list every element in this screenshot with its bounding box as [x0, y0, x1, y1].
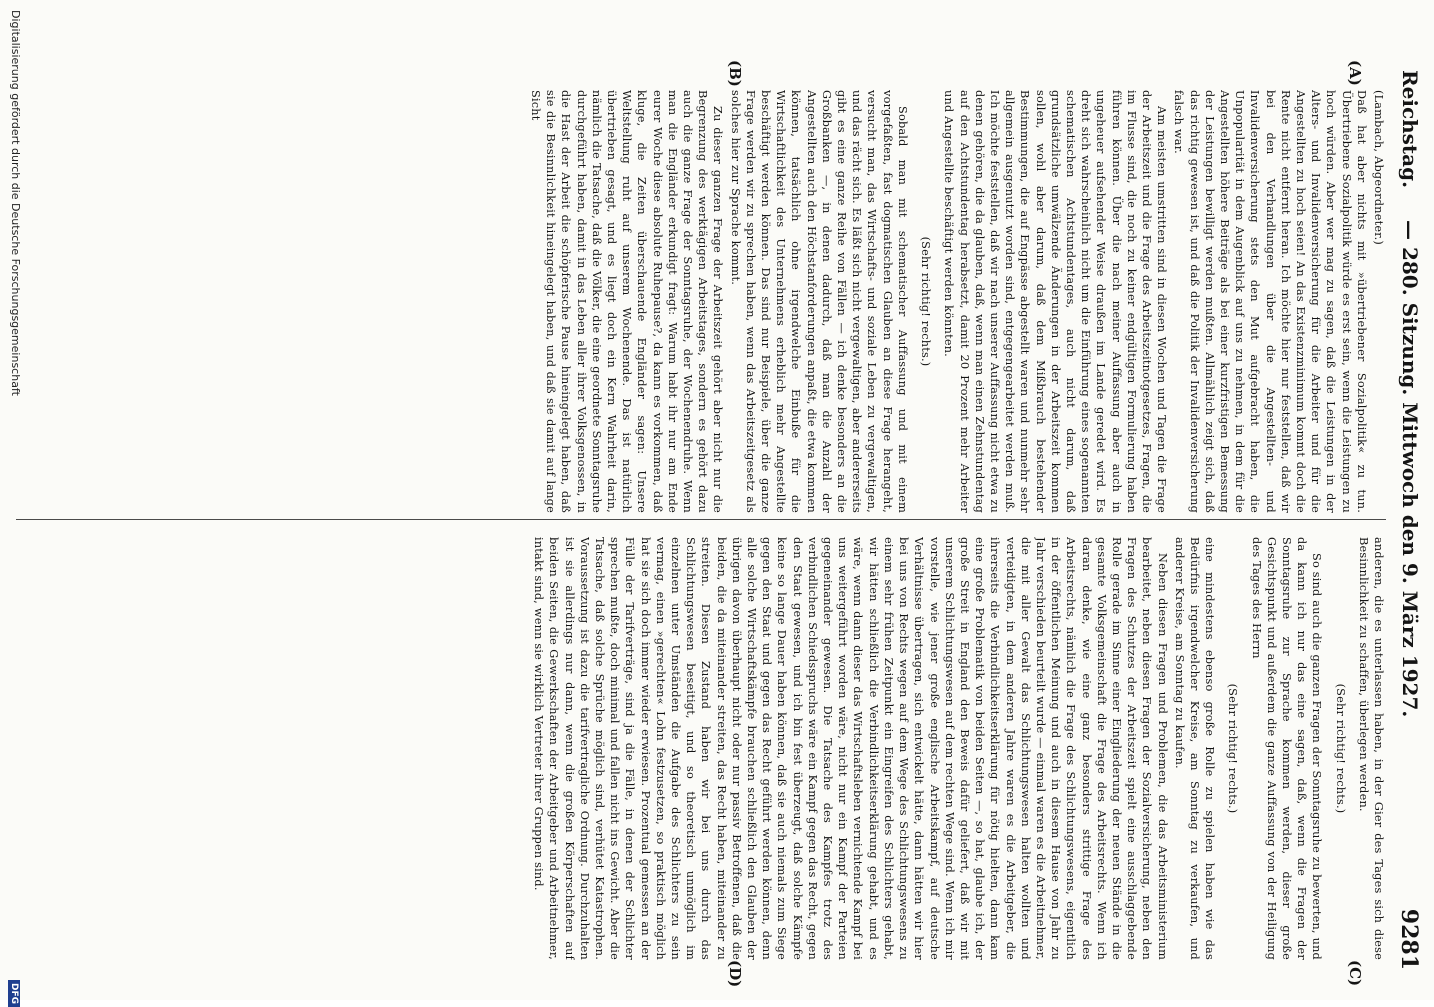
left-paragraph: Am meisten umstritten sind in diesen Wochen und Tagen die Frage der Arbeitszeit und die Frage des Arbeitszeitnotgesetzes, Fragen, die im Flusse sind, die noch zu keiner endgültigen Formulierung haben führen können. Über die nach meiner Auffassung aber auch in ungeheuer aufsehender Weise draußen im Lande geredet wird. Es dreht sich wahrscheinlich nicht um die Einführung eines sogenannten schematischen Achtstundentages, auch nicht darum, daß grundsätzliche umwälzende Änderungen in der Arbeitszeit kommen sollen, wohl aber darum, daß dem Mißbrauch bestehender Bestimmungen, die auf Engpässe abgestellt waren und nunmehr sehr allgemein ausgenutzt worden sind, entgegengearbeitet werden muß. Ich möchte feststellen, daß wir nach unserer Auffassung nicht etwa zu denen gehören, die da glauben, daß, wenn man einen Zehnstundentag auf den Achtstundentag herabsetzt, damit 20 Prozent mehr Arbeiter und Angestellte beschäftigt werden könnten. — [942, 90, 1169, 513]
page-header — [1384, 70, 1426, 970]
marker-a: (A) — [1346, 60, 1364, 86]
header-session: — 280. Sitzung. Mittwoch den 9. März 1927. — [1398, 220, 1422, 718]
right-paragraph: eine mindestens ebenso große Rolle zu spielen haben wie das Bedürfnis irgendwelcher Kreise, am Sonntag zu verkaufen, und anderer Kreise, am Sonntag zu kaufen. — [1172, 537, 1217, 960]
dfg-logo: DFG — [8, 980, 20, 1007]
right-paragraph: anderen, die es unterlassen haben, in der Gier des Tages sich diese Besinnlichkeit zu schaffen, überlegen werden. — [1356, 537, 1385, 960]
marker-c: (C) — [1346, 960, 1364, 987]
left-paragraph: Daß hat aber nichts mit »übertriebener Sozialpolitik« zu tun. Übertriebene Sozialpolitik würde es erst sein, wenn die Leistungen zu hoch würden. Aber wer mag zu sagen, daß die Leistungen in der Alters- und Invalidenversicherung für die Arbeiter und für die Angestellten zu hoch seien! An das Existenzminimum kommt doch die Rente nicht entfernt heran. Ich möchte hier nur feststellen, daß wir bei den Verhandlungen über die Angestellten- und Invalidenversicherung stets den Mut aufgebracht haben, die Unpopularität in dem Augenblick auf uns zu nehmen, in dem für die Angestellten höhere Beiträge als bei einer kurzfristigen Bemessung der Leistungen bewilligt werden mußten. Allmählich zeigt sich, daß das richtig gewesen ist, und daß die Politik der Invalidenversicherung falsch war. — [1172, 90, 1368, 513]
speaker-label: (Lambach, Abgeordneter.) — [1372, 90, 1385, 245]
left-paragraph: Zu dieser ganzen Frage der Arbeitszeit gehört aber nicht nur die Begrenzung des werktägigen Arbeitstages, sondern es gehört dazu auch die ganze Frage der Sonntagsruhe, der Wochenendruhe. Wenn man die Engländer erkundigt fragt: Warum habt ihr nur am Ende eurer Woche diese absolute Ruhepause?, da kann es vorkommen, daß kluge, die Zeiten überschauende Engländer sagen: Unsere Weltstellung ruht auf unserem Wochenende. Das ist natürlich übertrieben gesagt, und es liegt doch ein Kern Wahrheit darin, nämlich die Tatsache, daß die Völker, die eine geordnete Sonntagsruhe durchgeführt haben, damit in das Leben aller ihrer Volksgenossen, in die Hast der Arbeit die schöpferische Pause hineingelegt haben, daß sie die Besinnlichkeit hineingelegt haben, und daß sie damit auf lange Sicht — [529, 90, 725, 513]
right-paragraph: So sind auch die ganzen Fragen der Sonntagsruhe zu bewerten, und da kann ich nur das eine sagen, daß, wenn die Fragen der Sonntagsruhe zur Sprache kommen werden, dieser große Gesichtspunkt und außerdem die ganze Auffassung von der Heiligung des Tages des Herrn — [1249, 537, 1324, 960]
digitization-credit: Digitalisierung gefördert durch die Deutsche Forschungsgemeinschaft — [9, 10, 22, 396]
page-number: 9281 — [1396, 908, 1422, 970]
interjection: (Sehr richtig! rechts.) — [919, 236, 933, 367]
interjection: (Sehr richtig! rechts.) — [1333, 683, 1347, 814]
page-footer — [6, 0, 26, 1005]
right-paragraph: Neben diesen Fragen und Problemen, die das Arbeitsministerium bearbeitet, neben diesen Fragen der Sozialversicherung, neben den Fragen des Schutzes der Arbeitszeit spielt eine ausschlaggebende Rolle gerade im Sinne einer Eingliederung der neuen Stände in die gesamte Volksgemeinschaft die Frage des Arbeitsrechts. Wenn ich daran denke, wie eine ganz besonders strittige Frage des Arbeitsrechts, nämlich die Frage des Schlichtungswesens, eigentlich in der öffentlichen Meinung und auch in diesem Hause von Jahr zu Jahr verschieden beurteilt wurde — einmal waren es die Arbeitnehmer, die mit aller Gewalt das Schlichtungswesen halten wollten und verteidigten, in dem anderen Jahre waren es die Arbeitgeber, die ihrerseits die Verbindlichkeitserklärung für nötig hielten, dann kam eine große Problematik von beiden Seiten —, so hat, glaube ich, der große Streit in England den Beweis dafür geliefert, daß wir mit unserem Schlichtungswesen auf dem rechten Wege sind. Wenn ich mir vorstelle, wie jener große englische Arbeitskampf, auf deutsche Verhältnisse übertragen, sich entwickelt hätte, dann hätten wir hier bei uns von Rechts wegen auf dem Wege des Schlichtungswesens zu einem sehr frühen Zeitpunkt ein Eingreifen des Schlichters gehabt, wir hätten schließlich die Verbindlichkeitserklärung gehabt, und es wäre, wenn dann dieser das Wirtschaftsleben vernichtende Kampf bei uns weitergeführt worden wäre, nicht nur ein Kampf der Parteien gegeneinander gewesen. Die Tatsache des Kampfes trotz des verbindlichen Schiedsspruchs wäre ein Kampf gegen das Recht, gegen den Staat gewesen, und ich bin fest überzeugt, daß solche Kämpfe keine so lange Dauer haben können, daß sie auch niemals zum Siege gegen den Staat und gegen das Recht geführt werden können, denn alle solche Wirtschaftskämpfe brauchen schließlich den Glauben der übrigen davon überhaupt nicht oder nur passiv Betroffenen, daß die beiden, die da miteinander streiten, das Recht haben, miteinander zu streiten. Diesen Zustand haben wir bei uns durch das Schlichtungswesen beseitigt, und so theoretisch unmöglich im einzelnen unter Umständen die Aufgabe des Schlichters zu sein vermag, einen »gerechten« Lohn festzusetzen, so praktisch möglich hat sie sich doch immer wieder erwiesen. Prozentual gemessen an der Fülle der Tarifverträge, sind ja die Fälle, in denen der Schlichter sprechen mußte, doch minimal und fallen nicht ins Gewicht. Aber die Tatsache, daß solche Sprüche möglich sind, verhütet Katastrophen. Voraussetzung ist dazu die tarifvertragliche Ordnung. Durchzuhalten ist sie allerdings nur dann, wenn die großen Körperschaften auf beiden Seiten, die Gewerkschaften der Arbeitgeber und Arbeitnehmer, intakt sind, wenn sie wirklich Vertreter ihrer Gruppen sind. — [532, 537, 1169, 960]
left-column — [16, 90, 1386, 513]
left-paragraph: Sobald man mit schematischer Auffassung und mit einem vorgefaßten, fast dogmatischen Glauben an diese Frage herangeht, versucht man, das Wirtschafts- und soziale Leben zu vergewaltigen, und das rächt sich. Es läßt sich nicht vergewaltigen, aber andererseits gibt es eine ganze Reihe von Fällen — ich denke besonders an die Großbanken —, in denen dadurch, daß man die Anzahl der Angestellten auch den Höchstanforderungen anpaßt, die etwa kommen können, tatsächlich ohne irgendwelche Einbuße für die Wirtschaftlichkeit des Unternehmens erheblich mehr Angestellte beschäftigt werden können. Das sind nur Beispiele, über die ganze Frage werden wir zu sprechen haben, wenn das Arbeitszeitgesetz als solches hier zur Sprache kommt. — [728, 90, 909, 513]
header-left: Reichstag. — [1398, 70, 1422, 189]
interjection: (Sehr richtig! rechts.) — [1226, 683, 1240, 814]
marker-b: (B) — [726, 60, 744, 87]
right-column — [16, 537, 1386, 960]
marker-d: (D) — [726, 960, 744, 988]
column-divider — [16, 519, 1386, 520]
